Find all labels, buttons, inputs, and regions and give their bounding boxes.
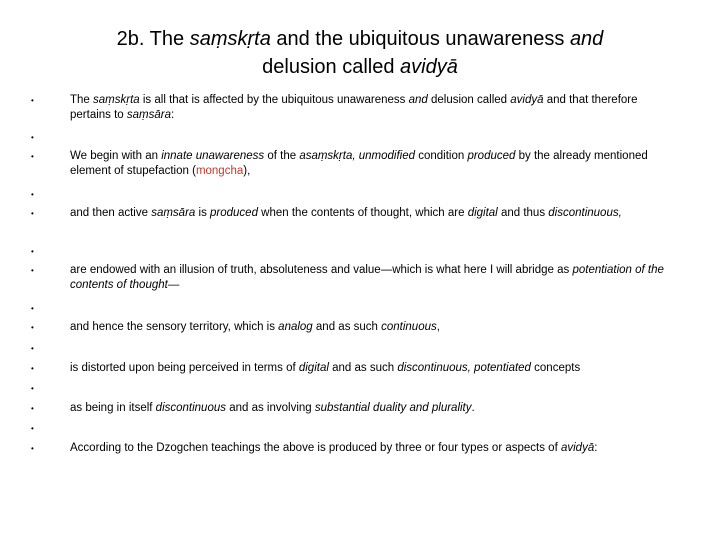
bullet-marker: • <box>31 344 34 353</box>
bullet-marker: • <box>31 247 34 256</box>
bullet-marker: • <box>31 364 34 373</box>
title-term-sanskrta: saṃskṛta <box>189 28 271 50</box>
mongcha-term: mongcha <box>195 165 244 177</box>
bullet-marker: • <box>31 404 34 413</box>
title-term-and: and <box>569 28 604 50</box>
title-text: 2b. The <box>116 28 190 50</box>
bullet-paragraph-7: as being in itself discontinuous and as involving substantial duality and plurality. <box>70 402 475 414</box>
bullet-marker: • <box>31 152 34 161</box>
bullet-marker: • <box>31 304 34 313</box>
bullet-paragraph-1: The saṃskṛta is all that is affected by the ubiquitous unawareness and delusion called avidyā and that therefore pertains to saṃsāra: <box>70 94 638 121</box>
bullet-paragraph-5: and hence the sensory territory, which is analog and as such continuous, <box>70 321 440 333</box>
bullet-marker: • <box>31 96 34 105</box>
bullet-marker: • <box>31 190 34 199</box>
bullet-paragraph-4: are endowed with an illusion of truth, absoluteness and value—which is what here I will abridge as potentiation of the contents of thought— <box>70 264 664 291</box>
bullet-paragraph-8: According to the Dzogchen teachings the above is produced by three or four types or aspects of avidyā: <box>70 442 598 454</box>
title-text: delusion called <box>262 56 401 78</box>
bullet-marker: • <box>31 133 34 142</box>
bullet-marker: • <box>31 384 34 393</box>
bullet-marker: • <box>31 323 34 332</box>
title-text: and the ubiquitous unawareness <box>270 28 570 50</box>
bullet-paragraph-3: and then active saṃsāra is produced when the contents of thought, which are digital and thus discontinuous, <box>70 207 622 219</box>
title-term-avidya: avidyā <box>400 56 458 78</box>
bullet-marker: • <box>31 424 34 433</box>
bullet-paragraph-2: We begin with an innate unawareness of the asaṃskṛta, unmodified condition produced by the already mentioned element of stupefaction (mongcha), <box>70 150 648 177</box>
bullet-marker: • <box>31 444 34 453</box>
bullet-marker: • <box>31 266 34 275</box>
slide-title <box>60 25 660 81</box>
bullet-marker: • <box>31 209 34 218</box>
bullet-paragraph-6: is distorted upon being perceived in terms of digital and as such discontinuous, potentiated concepts <box>70 362 581 374</box>
